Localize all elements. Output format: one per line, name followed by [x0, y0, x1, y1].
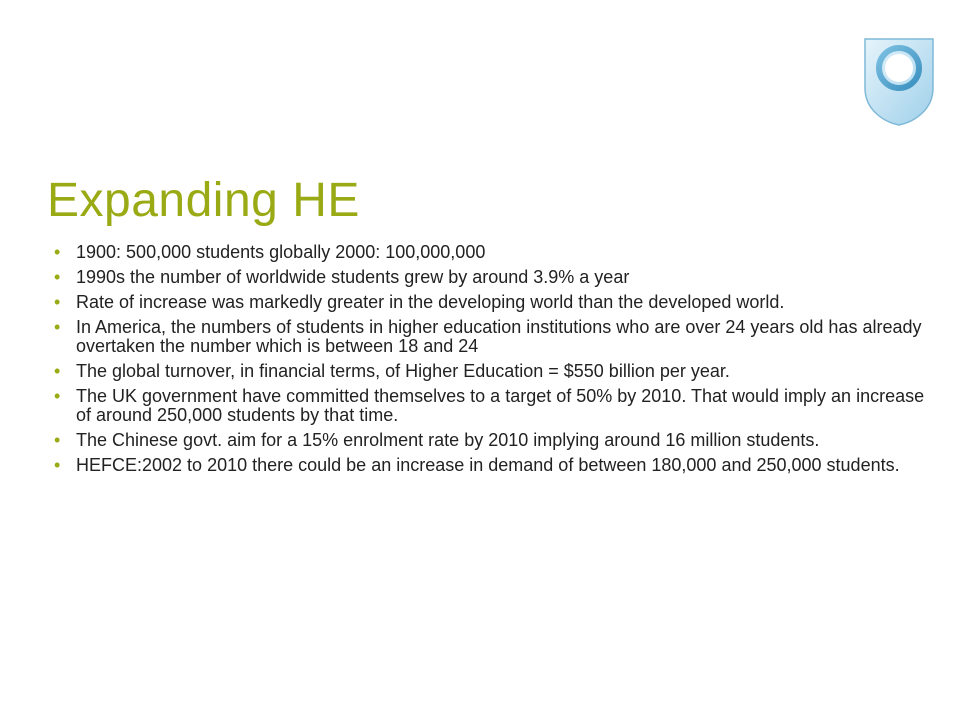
list-item	[52, 431, 932, 450]
list-item-text: 1990s the number of worldwide students grew by around 3.9% a year	[76, 267, 630, 287]
list-item-text: In America, the numbers of students in higher education institutions who are over 24 years old has already overtaken the number which is between 18 and 24	[76, 317, 922, 356]
list-item-text: The Chinese govt. aim for a 15% enrolment rate by 2010 implying around 16 million students.	[76, 430, 820, 450]
bullet-icon: •	[54, 267, 61, 287]
bullet-icon: •	[54, 292, 61, 312]
bullet-icon: •	[54, 430, 61, 450]
list-item	[52, 268, 932, 287]
bullet-list	[52, 243, 932, 481]
list-item-text: The global turnover, in financial terms, of Higher Education = $550 billion per year.	[76, 361, 730, 381]
list-item	[52, 387, 932, 425]
list-item	[52, 293, 932, 312]
bullet-icon: •	[54, 317, 61, 337]
list-item	[52, 243, 932, 262]
open-university-shield-icon	[862, 36, 936, 126]
slide-title: Expanding HE	[47, 174, 360, 227]
bullet-icon: •	[54, 242, 61, 262]
list-item-text: The UK government have committed themselves to a target of 50% by 2010. That would imply an increase of around 250,000 students by that time.	[76, 386, 925, 425]
bullet-icon: •	[54, 455, 61, 475]
bullet-icon: •	[54, 386, 61, 406]
list-item-text: Rate of increase was markedly greater in the developing world than the developed world.	[76, 292, 785, 312]
list-item-text: 1900: 500,000 students globally 2000: 100,000,000	[76, 242, 486, 262]
list-item	[52, 456, 932, 475]
list-item	[52, 318, 932, 356]
bullet-icon: •	[54, 361, 61, 381]
list-item	[52, 362, 932, 381]
list-item-text: HEFCE:2002 to 2010 there could be an increase in demand of between 180,000 and 250,000 students.	[76, 455, 900, 475]
